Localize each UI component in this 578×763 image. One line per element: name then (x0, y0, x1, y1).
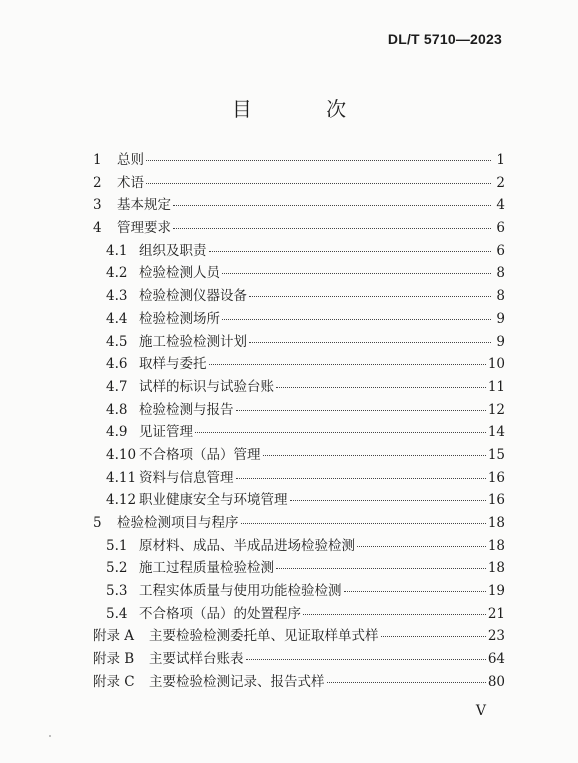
toc-entry-number: 4.9 (106, 424, 128, 441)
dot-leader (276, 568, 486, 569)
toc-entry-title: 检验检测与报告 (139, 401, 234, 418)
toc-entry[interactable] (93, 556, 505, 579)
toc-entry-number: 4.12 (106, 492, 137, 509)
toc-entry-title: 检验检测人员 (139, 265, 220, 282)
dot-leader (241, 523, 486, 524)
toc-entry[interactable] (93, 171, 505, 194)
dot-leader (236, 478, 486, 479)
toc-entry[interactable] (93, 239, 505, 262)
toc-entry-title: 工程实体质量与使用功能检验检测 (139, 583, 342, 600)
toc-entry-number: 3 (93, 197, 102, 214)
toc-entry[interactable] (93, 307, 505, 330)
toc-entry[interactable] (93, 602, 505, 625)
toc-entry-number: 4 (93, 220, 102, 237)
toc-entry[interactable] (93, 466, 505, 489)
dot-leader (236, 410, 486, 411)
toc-entry[interactable] (93, 534, 505, 557)
dot-leader (195, 432, 486, 433)
toc-entry[interactable] (93, 647, 505, 670)
toc-entry-title: 检验检测仪器设备 (139, 288, 247, 305)
dot-leader (246, 659, 486, 660)
toc-entry-title: 基本规定 (117, 197, 171, 214)
toc-title: 目 次 (231, 97, 381, 121)
toc-entry-number: 4.6 (106, 356, 128, 373)
toc-entry-title: 施工检验检测计划 (139, 333, 247, 350)
toc-entry-title: 检验检测项目与程序 (117, 515, 239, 531)
toc-entry-number: 5 (93, 515, 102, 531)
toc-entry-number: 4.2 (106, 265, 128, 282)
toc-entry-page: 23 (487, 628, 505, 645)
toc-entry[interactable] (93, 420, 505, 443)
dot-leader (173, 205, 491, 206)
toc-entry-page: 21 (487, 605, 505, 622)
toc-entry-page: 14 (487, 424, 505, 441)
toc-entry-page: 18 (487, 515, 505, 531)
toc-entry-page: 1 (496, 152, 505, 168)
toc-entry-page: 18 (487, 537, 505, 554)
toc-entry[interactable] (93, 624, 505, 647)
toc-entry-number: 4.11 (106, 469, 137, 486)
dot-leader (249, 342, 491, 343)
dot-leader (222, 319, 491, 320)
dot-leader (357, 546, 486, 547)
toc-entry[interactable] (93, 352, 505, 375)
dot-leader (327, 682, 486, 683)
toc-entry-page: 11 (487, 378, 505, 395)
toc-entry-number: 2 (93, 174, 102, 191)
toc-entry-title: 试样的标识与试验台账 (139, 378, 274, 395)
toc-entry-page: 8 (496, 288, 505, 305)
standard-code: DL/T 5710—2023 (387, 31, 502, 47)
toc-entry-title: 总则 (117, 152, 144, 168)
toc-entry-title: 原材料、成品、半成品进场检验检测 (139, 537, 355, 554)
toc-entry[interactable] (93, 284, 505, 307)
toc-entry-title: 检验检测场所 (139, 310, 220, 327)
toc-entry-page: 6 (496, 220, 505, 237)
toc-entry-title: 不合格项（品）的处置程序 (139, 605, 301, 622)
toc-entry[interactable] (93, 670, 505, 693)
toc-entry-page: 16 (487, 492, 505, 509)
dot-leader (173, 228, 491, 229)
toc-entry-number: 1 (93, 152, 102, 168)
toc-entry-title: 施工过程质量检验检测 (139, 560, 274, 577)
dot-leader (276, 387, 486, 388)
dot-leader (344, 591, 486, 592)
toc-entry-title: 取样与委托 (139, 356, 207, 373)
table-of-contents (93, 148, 505, 693)
toc-entry-number: 4.3 (106, 288, 128, 305)
toc-entry-title: 不合格项（品）管理 (139, 446, 261, 463)
toc-entry[interactable] (93, 375, 505, 398)
toc-entry-number: 附录 A (93, 628, 135, 645)
toc-entry-page: 80 (487, 673, 505, 690)
toc-entry-number: 4.1 (106, 242, 128, 259)
toc-entry-number: 5.1 (106, 537, 128, 554)
toc-entry[interactable] (93, 148, 505, 171)
dot-leader (290, 500, 486, 501)
toc-entry-title: 术语 (117, 174, 144, 191)
toc-entry-page: 12 (487, 401, 505, 418)
toc-entry-page: 8 (496, 265, 505, 282)
toc-entry-page: 18 (487, 560, 505, 577)
toc-entry-number: 5.4 (106, 605, 128, 622)
toc-entry[interactable] (93, 579, 505, 602)
toc-entry[interactable] (93, 330, 505, 353)
toc-entry-number: 4.7 (106, 378, 128, 395)
toc-entry[interactable] (93, 488, 505, 511)
toc-entry-page: 2 (496, 174, 505, 191)
dot-leader (209, 251, 492, 252)
toc-entry-title: 职业健康安全与环境管理 (139, 492, 288, 509)
toc-entry-title: 管理要求 (117, 220, 171, 237)
toc-entry-title: 见证管理 (139, 424, 193, 441)
dot-leader (146, 183, 491, 184)
toc-entry[interactable] (93, 216, 505, 239)
dot-leader (146, 160, 491, 161)
toc-entry-page: 15 (487, 446, 505, 463)
toc-entry-page: 10 (487, 356, 505, 373)
toc-entry-page: 19 (487, 583, 505, 600)
dot-leader (381, 636, 486, 637)
toc-entry-number: 4.10 (106, 446, 137, 463)
toc-entry-number: 附录 B (93, 651, 135, 668)
dot-leader (303, 614, 486, 615)
toc-entry-title: 组织及职责 (139, 242, 207, 259)
dot-leader (249, 296, 491, 297)
dot-leader (263, 455, 486, 456)
toc-entry-page: 64 (487, 651, 505, 668)
toc-entry[interactable] (93, 443, 505, 466)
toc-entry-number: 4.8 (106, 401, 128, 418)
toc-entry-number: 附录 C (93, 673, 135, 690)
page-number: V (475, 703, 486, 719)
toc-entry[interactable] (93, 261, 505, 284)
toc-entry-page: 6 (496, 242, 505, 259)
toc-entry-number: 5.3 (106, 583, 128, 600)
toc-entry-page: 16 (487, 469, 505, 486)
toc-entry-title: 主要检验检测记录、报告式样 (149, 673, 325, 690)
toc-entry-page: 9 (496, 310, 505, 327)
scan-speck (49, 735, 51, 737)
dot-leader (209, 364, 486, 365)
toc-entry-title: 资料与信息管理 (139, 469, 234, 486)
toc-entry-number: 4.5 (106, 333, 128, 350)
toc-entry-number: 4.4 (106, 310, 128, 327)
dot-leader (222, 273, 491, 274)
toc-entry[interactable] (93, 511, 505, 534)
toc-entry-number: 5.2 (106, 560, 128, 577)
toc-entry[interactable] (93, 193, 505, 216)
toc-entry-title: 主要检验检测委托单、见证取样单式样 (149, 628, 379, 645)
toc-entry-title: 主要试样台账表 (149, 651, 244, 668)
toc-entry-page: 9 (496, 333, 505, 350)
toc-entry-page: 4 (496, 197, 505, 214)
toc-entry[interactable] (93, 398, 505, 421)
